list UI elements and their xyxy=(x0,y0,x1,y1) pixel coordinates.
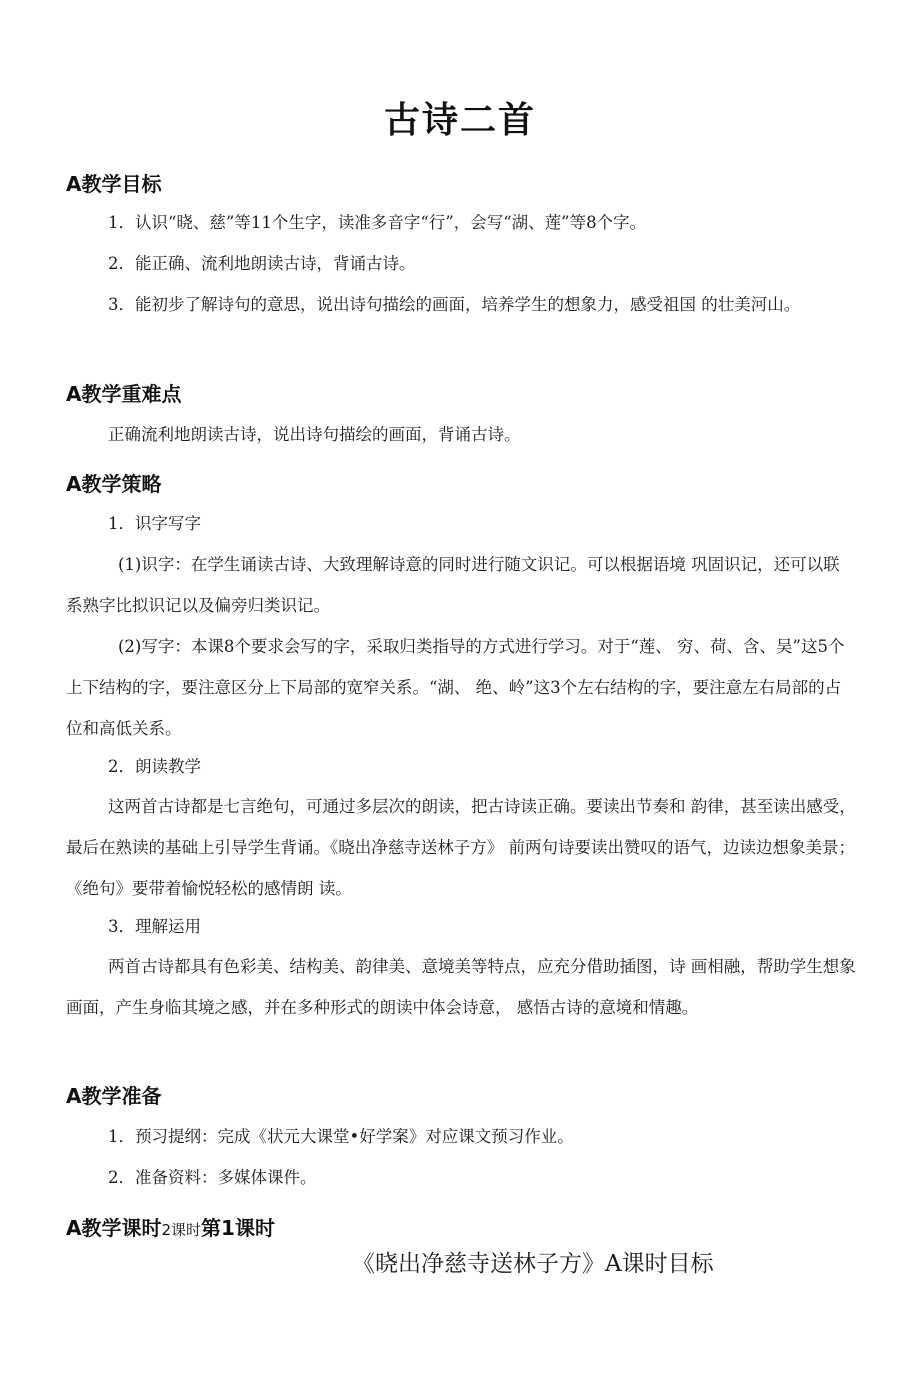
periods-count: 2课时 xyxy=(161,1221,202,1239)
strategy-item-2-title: 2．朗读教学 xyxy=(108,757,201,776)
document-title: 古诗二首 xyxy=(383,100,536,141)
goal-item-1: 1．认识“晓、慈”等11个生字，读准多音字“行”，会写“湖、莲”等8个字。 xyxy=(108,213,647,232)
section-heading-goals: A教学目标 xyxy=(66,172,162,196)
goal-item-3: 3．能初步了解诗句的意思，说出诗句描绘的画面，培养学生的想象力，感受祖国 的壮美河山。 xyxy=(108,295,801,314)
key-points-text: 正确流利地朗读古诗，说出诗句描绘的画面，背诵古诗。 xyxy=(108,425,521,444)
section-heading-preparation: A教学准备 xyxy=(66,1084,162,1108)
lesson-heading: 《晓出净慈寺送林子方》A课时目标 xyxy=(352,1251,714,1277)
strategy-item-1-paragraph-2: (2)写字：本课8个要求会写的字，采取归类指导的方式进行学习。对于“莲、 穷、荷、含、吴”这5个上下结构的字，要注意区分上下局部的宽窄关系。“湖、 绝、岭”这3个左右结构的字，要注意左右局部的占位和高低关系。 xyxy=(66,637,845,738)
strategy-item-3-paragraph: 两首古诗都具有色彩美、结构美、韵律美、意境美等特点，应充分借助插图，诗 画相融，帮助学生想象画面，产生身临其境之感，并在多种形式的朗读中体会诗意， 感悟古诗的意境和情趣。 xyxy=(66,957,856,1017)
preparation-item-1: 1．预习提纲：完成《状元大课堂•好学案》对应课文预习作业。 xyxy=(108,1127,574,1146)
strategy-item-2-paragraph: 这两首古诗都是七言绝句，可通过多层次的朗读，把古诗读正确。要读出节奏和 韵律，甚至读出感受，最后在熟读的基础上引导学生背诵。《晓出净慈寺送林子方》 前两句诗要读出赞叹的语气，边读边想象美景；《绝句》要带着愉悦轻松的感情朗 读。 xyxy=(66,797,856,898)
section-heading-periods xyxy=(66,1212,275,1241)
preparation-item-2: 2．准备资料：多媒体课件。 xyxy=(108,1168,317,1187)
goal-item-2: 2．能正确、流利地朗读古诗，背诵古诗。 xyxy=(108,254,416,273)
strategy-item-1-paragraph-1: (1)识字：在学生诵读古诗、大致理解诗意的同时进行随文识记。可以根据语境 巩固识记，还可以联系熟字比拟识记以及偏旁归类识记。 xyxy=(66,555,840,615)
strategy-item-3-title: 3．理解运用 xyxy=(108,917,201,936)
current-period: 第1课时 xyxy=(201,1216,275,1240)
strategy-item-1-title: 1．识字写字 xyxy=(108,514,201,533)
section-heading-key-points: A教学重难点 xyxy=(66,382,182,406)
section-heading-strategy: A教学策略 xyxy=(66,472,162,496)
periods-label: A教学课时 xyxy=(66,1216,162,1240)
